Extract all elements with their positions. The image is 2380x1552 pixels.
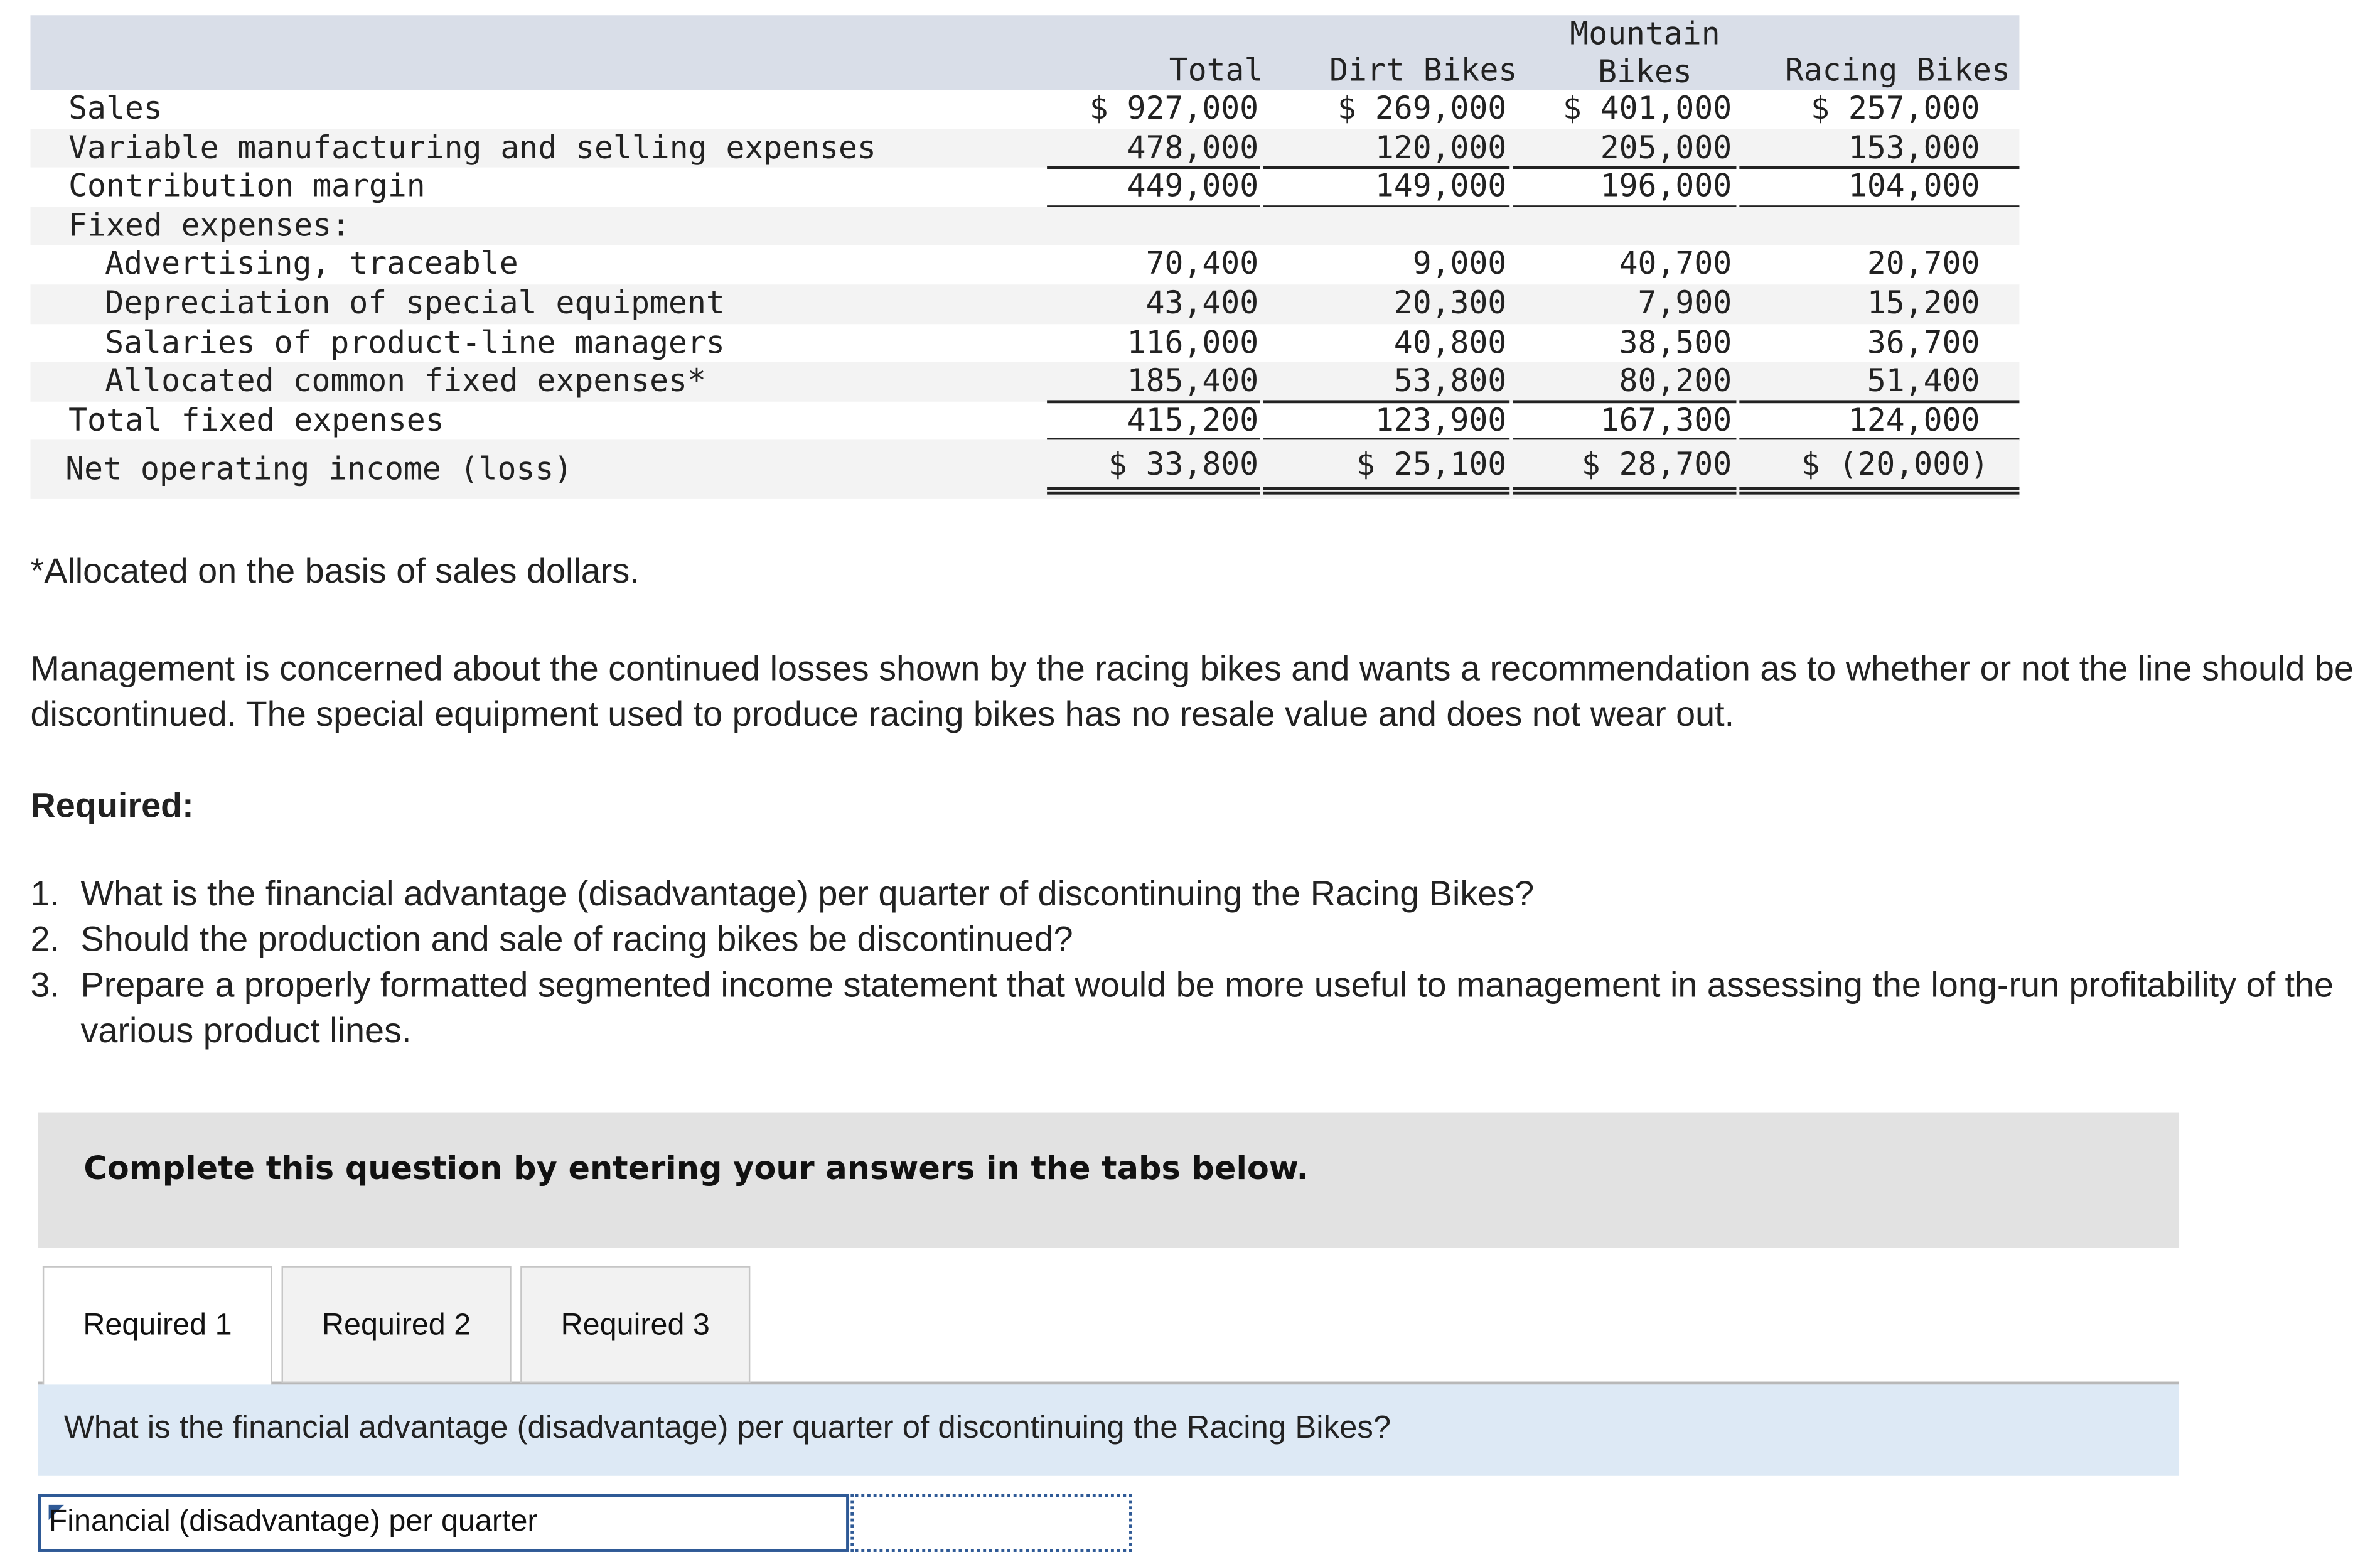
row-contribution-margin [30,168,2019,207]
cell-racing: 36,700 [1867,323,1980,360]
answer-label-cell [38,1494,849,1552]
cell-mountain: 196,000 [1600,168,1732,205]
question-item [30,916,2359,962]
row-label: Depreciation of special equipment [105,284,725,321]
row-label: Allocated common fixed expenses* [105,362,706,399]
question-text: Prepare a properly formatted segmented income statement that would be more useful to management in assessing the long-run profitability of the various product lines. [80,964,2334,1050]
row-label: Total fixed expenses [68,401,444,438]
tab-required-2[interactable]: Required 2 [282,1266,512,1383]
cell-total: 185,400 [1127,362,1259,399]
cell-total: 415,200 [1127,401,1259,438]
question-item [30,962,2359,1053]
question-number: 3. [30,964,60,1005]
instruction-banner [38,1113,2179,1248]
question-item [30,870,2359,916]
cell-total: 478,000 [1127,129,1259,166]
cell-total: 70,400 [1145,245,1259,283]
row-sales [30,90,2019,129]
cell-mountain: 38,500 [1619,323,1732,360]
cell-dirt: 53,800 [1393,362,1507,399]
cell-mountain: 167,300 [1600,401,1732,438]
cell-racing: 124,000 [1848,401,1980,438]
question-prompt [38,1384,2179,1475]
double-underline [1739,487,2019,495]
cell-total: $ 927,000 [1089,89,1259,127]
cell-total: $ 33,800 [1108,446,1259,483]
row-net-operating-income [30,440,2019,500]
cell-mountain: 40,700 [1619,245,1732,283]
cell-total: 116,000 [1127,323,1259,360]
cell-racing: 104,000 [1848,168,1980,205]
cell-total: 449,000 [1127,168,1259,205]
col-header-mountain-l2: Bikes [1598,53,1692,90]
row-depreciation [30,284,2019,323]
double-underline [1513,487,1736,495]
cell-racing: $ (20,000) [1801,446,1989,483]
row-label: Contribution margin [68,168,426,205]
cell-racing: 153,000 [1848,129,1980,166]
double-underline [1047,487,1260,495]
question-text: Should the production and sale of racing bikes be discontinued? [80,919,1073,959]
cell-mountain: 205,000 [1600,129,1732,166]
row-label: Variable manufacturing and selling expenses [68,129,876,166]
prompt-text: What is the financial advantage (disadvantage) per quarter of discontinuing the Racing Bikes? [63,1410,1391,1446]
double-underline [1263,487,1509,495]
col-header-dirt: Dirt Bikes [1329,51,1518,89]
row-advertising [30,245,2019,284]
row-label: Salaries of product-line managers [105,323,725,360]
required-heading: Required: [30,785,194,825]
cell-total: 43,400 [1145,284,1259,321]
cell-dirt: 120,000 [1375,129,1507,166]
row-label: Net operating income (loss) [65,451,573,488]
row-salaries [30,323,2019,362]
row-label: Advertising, traceable [105,245,518,283]
row-allocated-common [30,362,2019,401]
cell-mountain: $ 401,000 [1562,89,1732,127]
cell-racing: 20,700 [1867,245,1980,283]
problem-description: Management is concerned about the continued losses shown by the racing bikes and wants a recommendation as to whether or not the line should be discontinued. The special equipment used to produce racing bikes has no resale value and does not wear out. [30,648,2354,734]
cell-dirt: 149,000 [1375,168,1507,205]
tab-required-1[interactable]: Required 1 [43,1266,272,1388]
col-header-mountain [1554,15,1737,91]
col-header-mountain-l1: Mountain [1570,15,1720,52]
header-row [30,15,2019,90]
col-header-racing: Racing Bikes [1784,51,2010,89]
row-fixed-expenses-header [30,207,2019,245]
answer-label: Financial (disadvantage) per quarter [48,1504,538,1539]
question-number: 1. [30,873,60,913]
cell-racing: 51,400 [1867,362,1980,399]
cell-dirt: 40,800 [1393,323,1507,360]
cell-mountain: 7,900 [1638,284,1732,321]
financial-advantage-input[interactable] [850,1494,1132,1552]
question-list [30,870,2359,1053]
row-label: Fixed expenses: [68,207,350,244]
instruction-text: Complete this question by entering your answers in the tabs below. [83,1150,1309,1187]
cell-racing: 15,200 [1867,284,1980,321]
row-total-fixed [30,401,2019,440]
cell-dirt: $ 25,100 [1356,446,1507,483]
cell-dirt: 9,000 [1412,245,1507,283]
row-variable-expenses [30,129,2019,168]
cell-mountain: 80,200 [1619,362,1732,399]
tab-required-3[interactable]: Required 3 [520,1266,750,1383]
col-header-total: Total [1169,51,1263,89]
cell-dirt: 123,900 [1375,401,1507,438]
cell-racing: $ 257,000 [1811,89,1980,127]
income-statement [30,15,2019,500]
footnote: *Allocated on the basis of sales dollars. [30,551,640,591]
cell-dirt: 20,300 [1393,284,1507,321]
question-number: 2. [30,919,60,959]
row-label: Sales [68,89,163,127]
cell-mountain: $ 28,700 [1581,446,1732,483]
cell-dirt: $ 269,000 [1337,89,1507,127]
question-text: What is the financial advantage (disadvantage) per quarter of discontinuing the Racing Bikes? [80,873,1535,913]
